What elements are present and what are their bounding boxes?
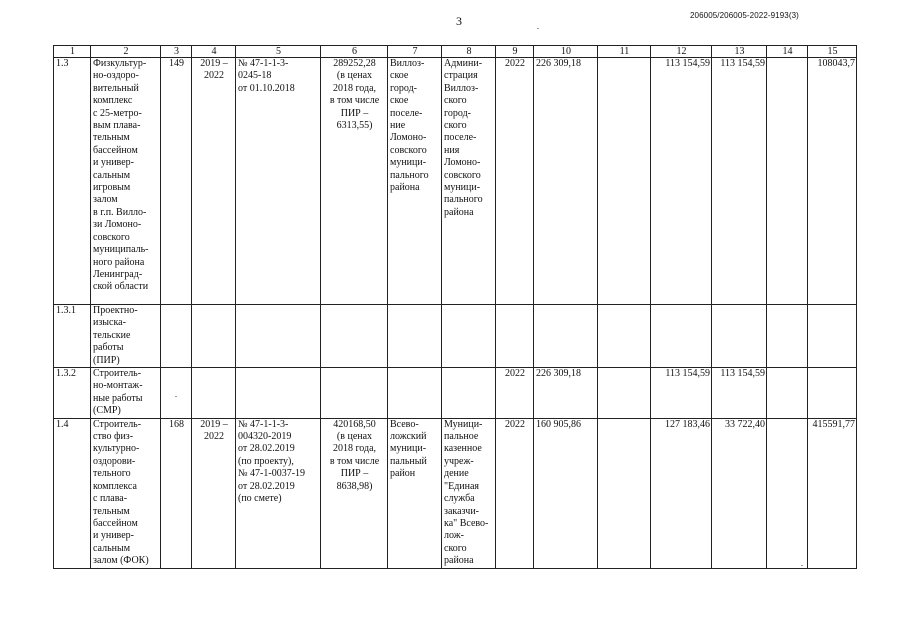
estimated-cost: 289252,28 (в ценах 2018 года, в том числе ПИР – 6313,55): [321, 58, 388, 305]
col14-value: [767, 418, 808, 568]
period: [192, 368, 236, 419]
year: [496, 305, 534, 368]
col13-value: [712, 305, 767, 368]
estimated-cost: [321, 305, 388, 368]
municipality: [388, 368, 442, 419]
year: 2022: [496, 368, 534, 419]
capacity: [161, 368, 192, 419]
table-row-1-4: [54, 418, 857, 568]
header-cell: 5: [236, 46, 321, 58]
col15-value: 415591,77: [808, 418, 857, 568]
col14-value: [767, 368, 808, 419]
expertise-conclusion: № 47-1-1-3- 0245-18 от 01.10.2018: [236, 58, 321, 305]
document-code: 206005/206005-2022-9193(3): [690, 11, 799, 20]
expertise-conclusion: [236, 305, 321, 368]
col15-value: 108043,7: [808, 58, 857, 305]
customer: Муници- пальное казенное учреж- дение "Единая служба заказчи- ка" Всево- лож- ского района: [442, 418, 496, 568]
row-number: 1.3.1: [54, 305, 91, 368]
period: [192, 305, 236, 368]
col12-value: [651, 305, 712, 368]
municipality: [388, 305, 442, 368]
page-number: 3: [456, 14, 462, 28]
scan-speck: [537, 28, 539, 29]
table-row-1-3: [54, 58, 857, 305]
header-cell: 11: [598, 46, 651, 58]
total-amount: 226 309,18: [534, 368, 598, 419]
total-amount: [534, 305, 598, 368]
row-number: 1.4: [54, 418, 91, 568]
col13-value: 113 154,59: [712, 368, 767, 419]
investment-table: [53, 45, 857, 569]
col11-value: [598, 58, 651, 305]
table-row-1-3-2: [54, 368, 857, 419]
expertise-conclusion: [236, 368, 321, 419]
header-cell: 6: [321, 46, 388, 58]
year: 2022: [496, 418, 534, 568]
expertise-conclusion: № 47-1-1-3- 004320-2019 от 28.02.2019 (по проекту), № 47-1-0037-19 от 28.02.2019 (по смете): [236, 418, 321, 568]
header-cell: 7: [388, 46, 442, 58]
col13-value: 113 154,59: [712, 58, 767, 305]
col11-value: [598, 368, 651, 419]
object-name: Физкультур- но-оздоро- вительный комплекс с 25-метро- вым плава- тельным бассейном и универ- сальным игровым залом в г.п. Вилло- зи Ломоно- совского муниципаль- ного района Ленинград- ской области: [91, 58, 161, 305]
customer: Админи- страция Виллоз- ского город- ского поселе- ния Ломоно- совского муници- пального района: [442, 58, 496, 305]
header-cell: 9: [496, 46, 534, 58]
col12-value: 127 183,46: [651, 418, 712, 568]
estimated-cost: 420168,50 (в ценах 2018 года, в том числе ПИР – 8638,98): [321, 418, 388, 568]
header-cell: 12: [651, 46, 712, 58]
object-name: Строитель- ство физ- культурно- оздорови- тельного комплекса с плава- тельным бассейном и универ- сальным залом (ФОК): [91, 418, 161, 568]
col15-value: [808, 305, 857, 368]
capacity: 168: [161, 418, 192, 568]
municipality: Виллоз- ское город- ское поселе- ние Ломоно- совского муници- пального района: [388, 58, 442, 305]
municipality: Всево- ложский муници- пальный район: [388, 418, 442, 568]
capacity: 149: [161, 58, 192, 305]
row-number: 1.3.2: [54, 368, 91, 419]
year: 2022: [496, 58, 534, 305]
period: 2019 – 2022: [192, 418, 236, 568]
header-cell: 8: [442, 46, 496, 58]
col15-value: [808, 368, 857, 419]
col14-value: [767, 58, 808, 305]
header-cell: 4: [192, 46, 236, 58]
header-cell: 15: [808, 46, 857, 58]
col11-value: [598, 418, 651, 568]
total-amount: 160 905,86: [534, 418, 598, 568]
capacity: [161, 305, 192, 368]
col13-value: 33 722,40: [712, 418, 767, 568]
header-cell: 13: [712, 46, 767, 58]
estimated-cost: [321, 368, 388, 419]
total-amount: 226 309,18: [534, 58, 598, 305]
col12-value: 113 154,59: [651, 368, 712, 419]
scan-speck: [175, 396, 177, 397]
col12-value: 113 154,59: [651, 58, 712, 305]
object-name: Проектно- изыска- тельские работы (ПИР): [91, 305, 161, 368]
customer: [442, 368, 496, 419]
header-row: [54, 46, 857, 58]
header-cell: 1: [54, 46, 91, 58]
col14-value: [767, 305, 808, 368]
table-row-1-3-1: [54, 305, 857, 368]
customer: [442, 305, 496, 368]
header-cell: 2: [91, 46, 161, 58]
object-name: Строитель- но-монтаж- ные работы (СМР): [91, 368, 161, 419]
col11-value: [598, 305, 651, 368]
period: 2019 – 2022: [192, 58, 236, 305]
row-number: 1.3: [54, 58, 91, 305]
header-cell: 3: [161, 46, 192, 58]
header-cell: 10: [534, 46, 598, 58]
header-cell: 14: [767, 46, 808, 58]
scan-speck: [801, 565, 803, 566]
